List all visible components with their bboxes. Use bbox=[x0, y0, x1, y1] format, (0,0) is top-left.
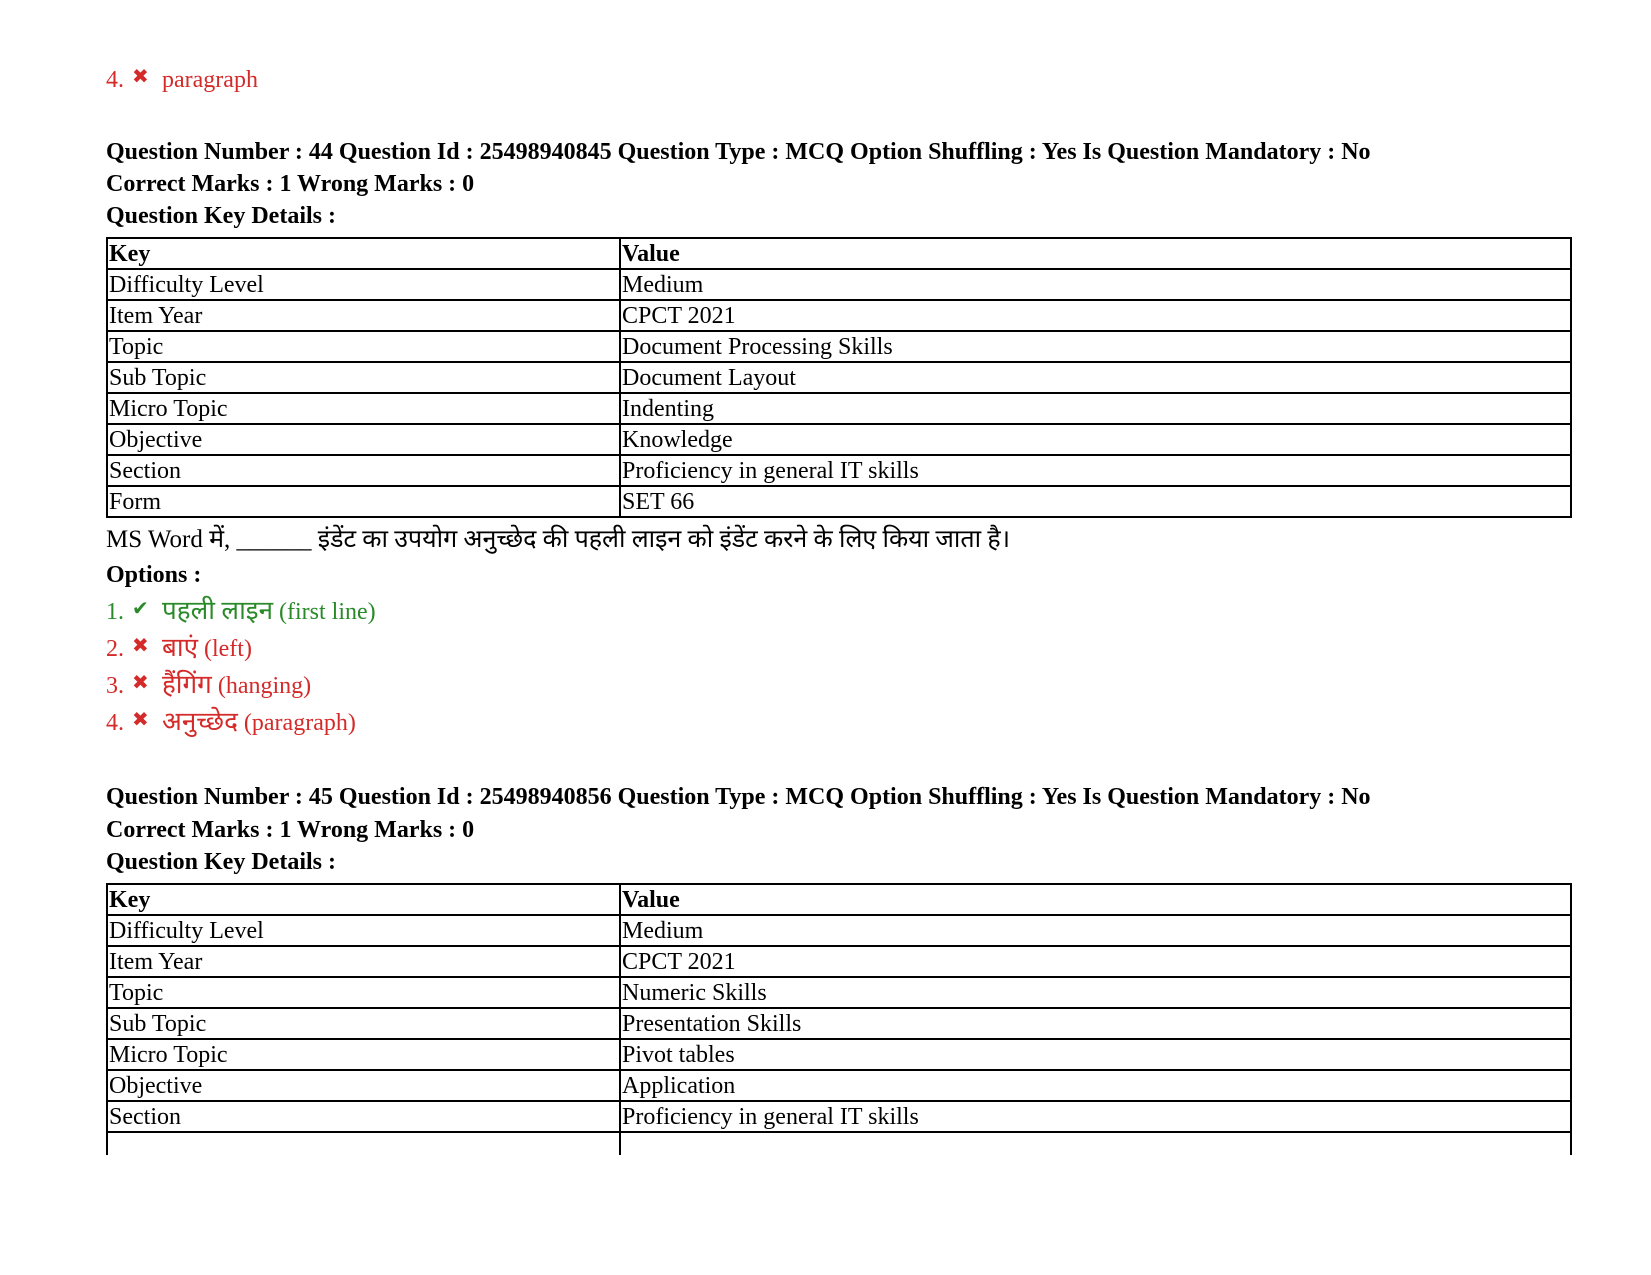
header-key: Key bbox=[107, 238, 620, 269]
table-row bbox=[107, 1039, 1571, 1070]
key-cell: Micro Topic bbox=[107, 393, 620, 424]
option-text-english: (first line) bbox=[279, 599, 376, 625]
option-text: paragraph bbox=[162, 67, 258, 93]
table-row bbox=[107, 486, 1571, 517]
table-row bbox=[107, 269, 1571, 300]
value-cell: Document Processing Skills bbox=[620, 331, 1571, 362]
option-4 bbox=[106, 705, 356, 738]
question-45-header: Question Number : 45 Question Id : 25498940856 Question Type : MCQ Option Shuffling : Yes Is Question Mandatory : No bbox=[106, 784, 1371, 810]
value-cell: Application bbox=[620, 1070, 1571, 1101]
key-cell: Sub Topic bbox=[107, 1008, 620, 1039]
value-cell: Medium bbox=[620, 269, 1571, 300]
question-44-key-table bbox=[106, 237, 1572, 518]
option-number: 4. bbox=[106, 710, 124, 736]
question-45-marks: Correct Marks : 1 Wrong Marks : 0 bbox=[106, 817, 475, 843]
table-row bbox=[107, 977, 1571, 1008]
question-text: MS Word में, ______ इंडेंट का उपयोग अनुच्छेद की पहली लाइन को इंडेंट करने के लिए किया जाता है। bbox=[106, 526, 1011, 553]
table-row bbox=[107, 331, 1571, 362]
header-key: Key bbox=[107, 884, 620, 915]
table-row bbox=[107, 1101, 1571, 1132]
cross-icon: ✖ bbox=[132, 672, 149, 694]
key-cell: Micro Topic bbox=[107, 1039, 620, 1070]
table-row bbox=[107, 424, 1571, 455]
table-row-cut-off bbox=[107, 1132, 1571, 1155]
value-cell: Knowledge bbox=[620, 424, 1571, 455]
option-1 bbox=[106, 594, 376, 627]
empty-cell bbox=[107, 1132, 620, 1155]
key-cell: Difficulty Level bbox=[107, 269, 620, 300]
value-cell: Presentation Skills bbox=[620, 1008, 1571, 1039]
option-number: 2. bbox=[106, 636, 124, 662]
value-cell: Document Layout bbox=[620, 362, 1571, 393]
value-cell: Indenting bbox=[620, 393, 1571, 424]
option-text-english: (left) bbox=[203, 636, 252, 662]
option-3 bbox=[106, 668, 311, 701]
option-4-previous bbox=[106, 62, 258, 95]
table-header-row bbox=[107, 884, 1571, 915]
cross-icon: ✖ bbox=[132, 635, 149, 657]
key-cell: Sub Topic bbox=[107, 362, 620, 393]
key-cell: Topic bbox=[107, 331, 620, 362]
option-text-english: (paragraph) bbox=[243, 710, 356, 736]
value-cell: CPCT 2021 bbox=[620, 300, 1571, 331]
value-cell: SET 66 bbox=[620, 486, 1571, 517]
option-text-hindi: हैंगिंग bbox=[162, 670, 212, 699]
option-number: 1. bbox=[106, 599, 124, 625]
question-44-header: Question Number : 44 Question Id : 25498940845 Question Type : MCQ Option Shuffling : Yes Is Question Mandatory : No bbox=[106, 139, 1371, 165]
question-44-marks: Correct Marks : 1 Wrong Marks : 0 bbox=[106, 171, 475, 197]
table-row bbox=[107, 915, 1571, 946]
header-value: Value bbox=[620, 238, 1571, 269]
key-cell: Form bbox=[107, 486, 620, 517]
table-row bbox=[107, 393, 1571, 424]
value-cell: Proficiency in general IT skills bbox=[620, 1101, 1571, 1132]
header-value: Value bbox=[620, 884, 1571, 915]
empty-cell bbox=[620, 1132, 1571, 1155]
table-row bbox=[107, 1008, 1571, 1039]
key-cell: Item Year bbox=[107, 946, 620, 977]
option-number: 3. bbox=[106, 673, 124, 699]
cross-icon: ✖ bbox=[132, 709, 149, 731]
check-icon: ✔ bbox=[132, 598, 149, 620]
cross-icon: ✖ bbox=[132, 66, 149, 88]
table-header-row bbox=[107, 238, 1571, 269]
question-45-key-table bbox=[106, 883, 1572, 1155]
table-row bbox=[107, 946, 1571, 977]
key-cell: Topic bbox=[107, 977, 620, 1008]
value-cell: Pivot tables bbox=[620, 1039, 1571, 1070]
option-text-hindi: बाएं bbox=[162, 633, 198, 662]
table-row bbox=[107, 455, 1571, 486]
key-cell: Section bbox=[107, 1101, 620, 1132]
key-cell: Objective bbox=[107, 424, 620, 455]
value-cell: CPCT 2021 bbox=[620, 946, 1571, 977]
option-text-hindi: पहली लाइन bbox=[162, 596, 273, 625]
option-number: 4. bbox=[106, 67, 124, 93]
option-2 bbox=[106, 631, 252, 664]
question-45-key-details-label: Question Key Details : bbox=[106, 849, 336, 875]
table-row bbox=[107, 362, 1571, 393]
question-44-key-details-label: Question Key Details : bbox=[106, 203, 336, 229]
key-cell: Item Year bbox=[107, 300, 620, 331]
table-row bbox=[107, 300, 1571, 331]
key-cell: Section bbox=[107, 455, 620, 486]
value-cell: Medium bbox=[620, 915, 1571, 946]
question-44-options-label: Options : bbox=[106, 562, 202, 588]
table-row bbox=[107, 1070, 1571, 1101]
value-cell: Numeric Skills bbox=[620, 977, 1571, 1008]
value-cell: Proficiency in general IT skills bbox=[620, 455, 1571, 486]
question-44-text bbox=[106, 525, 1010, 555]
key-cell: Difficulty Level bbox=[107, 915, 620, 946]
option-text-english: (hanging) bbox=[217, 673, 312, 699]
option-text-hindi: अनुच्छेद bbox=[162, 707, 238, 736]
key-cell: Objective bbox=[107, 1070, 620, 1101]
